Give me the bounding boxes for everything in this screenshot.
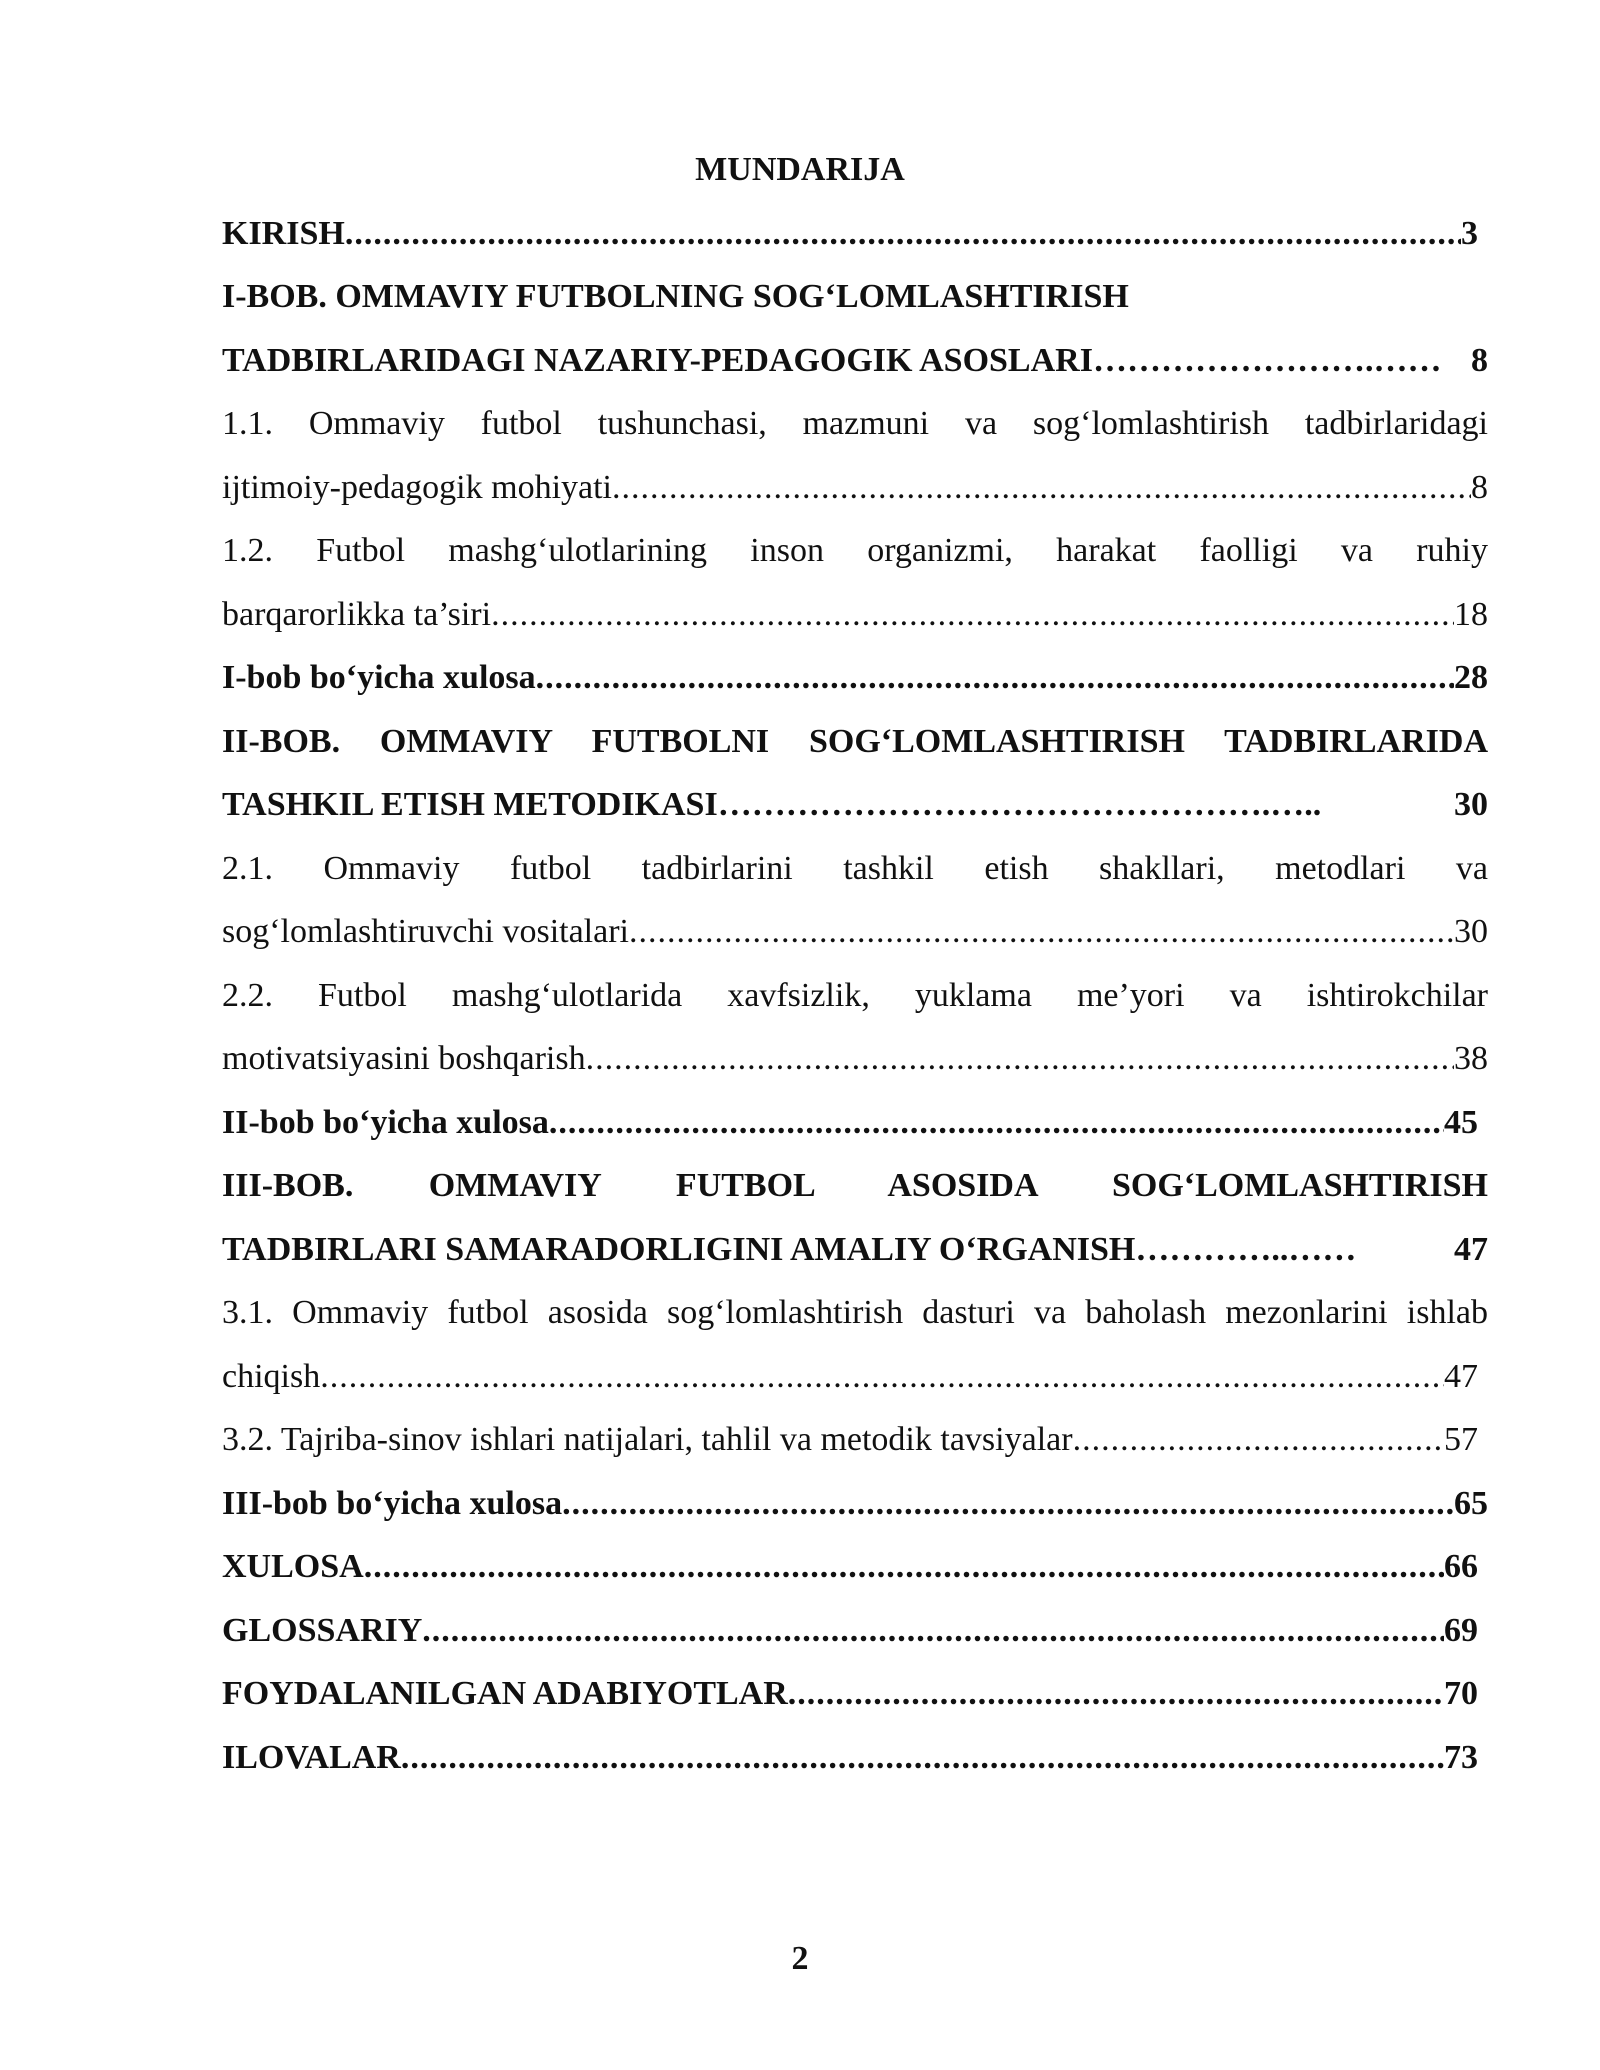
- toc-entry-ilovalar[interactable]: [222, 1726, 1488, 1790]
- toc-page-number: 30: [1454, 786, 1488, 824]
- toc-entry-label: III-BOB. OMMAVIY FUTBOL ASOSIDA SOG‘LOMLASHTIRISH: [222, 1167, 1488, 1205]
- toc-entry-label: barqarorlikka ta’siri: [222, 595, 492, 633]
- dot-leader: …………..……: [1135, 1230, 1357, 1268]
- toc-chapter-3-summary[interactable]: [222, 1472, 1488, 1536]
- toc-chapter-3-line2[interactable]: [222, 1218, 1488, 1282]
- toc-entry-label: I-BOB. OMMAVIY FUTBOLNING SOG‘LOMLASHTIRISH: [222, 278, 1129, 316]
- toc-entry-label: TADBIRLARI SAMARADORLIGINI AMALIY O‘RGANISH: [222, 1230, 1136, 1268]
- toc-section-3-1-line2[interactable]: [222, 1345, 1488, 1409]
- dot-leader: [422, 1612, 1444, 1650]
- toc-page-number: 30: [1454, 913, 1488, 951]
- toc-entry-label: sog‘lomlashtiruvchi vositalari: [222, 913, 629, 951]
- toc-page-number: 69: [1444, 1611, 1478, 1649]
- toc-page-number: 8: [1471, 468, 1488, 506]
- toc-entry-glossariy[interactable]: [222, 1599, 1488, 1663]
- toc-page-number: 70: [1444, 1675, 1478, 1713]
- toc-section-1-1-line2[interactable]: [222, 456, 1488, 520]
- toc-chapter-3-line1[interactable]: [222, 1155, 1488, 1219]
- toc-chapter-1-line1[interactable]: [222, 266, 1488, 330]
- dot-leader: [629, 913, 1454, 951]
- dot-leader: ………………………………………….…..: [717, 786, 1322, 824]
- toc-entry-label: 3.2. Tajriba-sinov ishlari natijalari, tahlil va metodik tavsiyalar: [222, 1421, 1073, 1459]
- dot-leader: [1073, 1421, 1444, 1459]
- toc-entry-label: chiqish: [222, 1357, 321, 1395]
- toc-section-2-1-line2[interactable]: [222, 901, 1488, 965]
- dot-leader: [549, 1104, 1444, 1142]
- toc-entry-kirish[interactable]: [222, 202, 1488, 266]
- toc-entry-label: II-BOB. OMMAVIY FUTBOLNI SOG‘LOMLASHTIRISH TADBIRLARIDA: [222, 722, 1488, 760]
- toc-entry-label: motivatsiyasini boshqarish: [222, 1040, 586, 1078]
- dot-leader: [612, 469, 1471, 507]
- toc-section-3-1-line1[interactable]: [222, 1282, 1488, 1346]
- toc-entry-label: XULOSA: [222, 1548, 364, 1586]
- toc-page-number: 3: [1461, 214, 1478, 252]
- toc-chapter-2-line1[interactable]: [222, 710, 1488, 774]
- toc-section-1-2-line1[interactable]: [222, 520, 1488, 584]
- toc-page-number: 18: [1454, 595, 1488, 633]
- toc-entry-label: ILOVALAR: [222, 1738, 401, 1776]
- page-number: 2: [791, 1940, 809, 1977]
- dot-leader: …………………….……: [1092, 341, 1442, 379]
- toc-entry-label: TASHKIL ETISH METODIKASI: [222, 786, 718, 824]
- toc-page-number: 65: [1454, 1484, 1488, 1522]
- dot-leader: [586, 1040, 1454, 1078]
- toc-entry-label: II-bob bo‘yicha xulosa: [222, 1103, 549, 1141]
- toc-page-number: 47: [1454, 1230, 1488, 1268]
- dot-leader: [320, 1358, 1444, 1396]
- dot-leader: [401, 1739, 1444, 1777]
- toc-entry-label: 1.1. Ommaviy futbol tushunchasi, mazmuni va sog‘lomlashtirish tadbirlaridagi: [222, 405, 1488, 443]
- toc-page-number: 57: [1444, 1421, 1478, 1459]
- toc-entry-label: KIRISH: [222, 214, 345, 252]
- toc-chapter-1-summary[interactable]: [222, 647, 1488, 711]
- toc-chapter-1-line2[interactable]: [222, 329, 1488, 393]
- toc-chapter-2-summary[interactable]: [222, 1091, 1488, 1155]
- toc-page-number: 47: [1444, 1357, 1478, 1395]
- table-of-contents: [222, 202, 1488, 1790]
- dot-leader: [364, 1548, 1444, 1586]
- toc-entry-xulosa[interactable]: [222, 1536, 1488, 1600]
- toc-section-1-2-line2[interactable]: [222, 583, 1488, 647]
- toc-section-2-2-line1[interactable]: [222, 964, 1488, 1028]
- toc-section-2-1-line1[interactable]: [222, 837, 1488, 901]
- toc-page-number: 73: [1444, 1738, 1478, 1776]
- toc-entry-label: FOYDALANILGAN ADABIYOTLAR: [222, 1675, 788, 1713]
- toc-section-2-2-line2[interactable]: [222, 1028, 1488, 1092]
- toc-entry-label: 2.1. Ommaviy futbol tadbirlarini tashkil etish shakllari, metodlari va: [222, 849, 1488, 887]
- toc-entry-label: I-bob bo‘yicha xulosa: [222, 659, 536, 697]
- toc-entry-label: ijtimoiy-pedagogik mohiyati: [222, 468, 613, 506]
- toc-page-number: 8: [1471, 341, 1488, 379]
- toc-page-number: 28: [1454, 659, 1488, 697]
- toc-page-number: 45: [1444, 1103, 1478, 1141]
- toc-section-3-2[interactable]: [222, 1409, 1488, 1473]
- toc-chapter-2-line2[interactable]: [222, 774, 1488, 838]
- toc-entry-label: GLOSSARIY: [222, 1611, 423, 1649]
- toc-page-number: 66: [1444, 1548, 1478, 1586]
- toc-entry-label: 2.2. Futbol mashg‘ulotlarida xavfsizlik, yuklama me’yori va ishtirokchilar: [222, 976, 1488, 1014]
- page-title: MUNDARIJA: [695, 151, 905, 188]
- dot-leader: [788, 1675, 1444, 1713]
- toc-entry-label: 1.2. Futbol mashg‘ulotlarining inson organizmi, harakat faolligi va ruhiy: [222, 532, 1488, 570]
- toc-entry-label: TADBIRLARIDAGI NAZARIY-PEDAGOGIK ASOSLARI: [222, 341, 1093, 379]
- toc-entry-label: III-bob bo‘yicha xulosa: [222, 1484, 563, 1522]
- toc-entry-label: 3.1. Ommaviy futbol asosida sog‘lomlashtirish dasturi va baholash mezonlarini ishlab: [222, 1294, 1488, 1332]
- toc-entry-adabiyotlar[interactable]: [222, 1663, 1488, 1727]
- dot-leader: [562, 1485, 1454, 1523]
- dot-leader: [345, 215, 1461, 253]
- dot-leader: [491, 596, 1454, 634]
- dot-leader: [536, 659, 1454, 697]
- toc-section-1-1-line1[interactable]: [222, 393, 1488, 457]
- toc-page-number: 38: [1454, 1040, 1488, 1078]
